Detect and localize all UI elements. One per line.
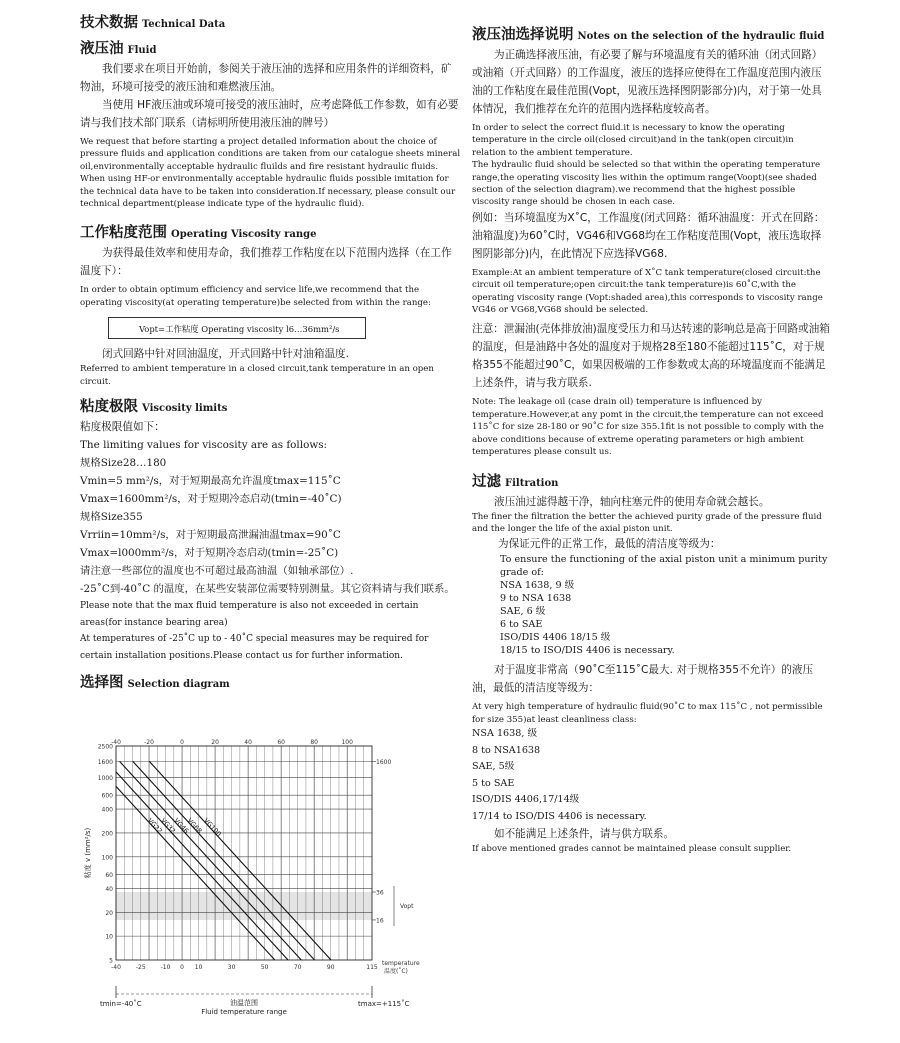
selection-diagram-heading: 选择图 Selection diagram (80, 675, 230, 692)
filtration-paragraph-2: 为保证元件的正常工作，最低的清洁度等级为： (498, 538, 721, 551)
limit-line: Vmax=l000mm²/s，对于短期冷态启动(tmin=-25˚C) (80, 547, 339, 560)
series-label: VG22 (145, 816, 164, 836)
right-column (472, 24, 830, 856)
limit-line: Vrriin=10mm²/s，对于短期最高泄漏油温tmax=90˚C (80, 529, 341, 542)
limit-line: Vmin=5 mm²/s，对于短期最高允许温度tmax=115˚C (80, 475, 341, 488)
technical-data-title: 技术数据 Technical Data (80, 15, 226, 31)
y-tick-label: 60 (105, 871, 113, 879)
series-label: VG68 (185, 816, 204, 836)
leakage-note: 注意：泄漏油(壳体排放油)温度受压力和马达转速的影响总是高于回路或油箱的温度，但是油路中各处的温度对于规格28至180不能超过115˚C，对于规格355不能超过90˚C，如果因极端的工作参数或太高的环境温度而不能满足上述条件，请与我方联系. (472, 323, 830, 390)
x-tick-label: -25 (135, 964, 146, 971)
limit-line: 请注意一些部位的温度也不可超过最高油温（如轴承部位）. (80, 565, 354, 578)
filtration-paragraph-2-en: To ensure the functioning of the axial piston unit a minimum purity grade of: (500, 554, 828, 579)
example-paragraph-en: Example:At an ambient temperature of X˚C tank temperature(closed circuit:the circuit oil temperature;open circuit:the tank temperature)is 60˚C,with the operating viscosity range (Vopt:shaded area),this corresponds to viscosity range VG46 or VG68,VG68 should be selected. (472, 267, 823, 316)
viscosity-range-note: 闭式回路中针对回油温度，开式回路中针对油箱温度. (102, 348, 350, 361)
fluid-paragraph-2: 当使用 HF液压油或环境可接受的液压油时，应考虑降低工作参数，如有必要请与我们技术部门联系（请标明所使用液压油的牌号） (80, 99, 459, 129)
purity-item: 18/15 to ISO/DIS 4406 is necessary. (500, 645, 675, 657)
series-line (116, 772, 288, 960)
y-axis-label: 粘度 v (mm²/s) (84, 827, 92, 879)
top-tick-label: 100 (341, 739, 353, 746)
x-unit-label: 温度(˚C) (384, 968, 408, 975)
vopt-box: Vopt=工作粘度 Operating viscosity l6…36mm²/s (108, 317, 366, 339)
series-label: VG46 (172, 816, 191, 836)
filtration-paragraph-1: 液压油过滤得越干净，轴向柱塞元件的使用寿命就会越长。 (494, 495, 770, 508)
x-unit-label: temperature (382, 960, 420, 967)
filtration-paragraph-3-en: At very high temperature of hydraulic fluid(90˚C to max 115˚C , not permissible for size 355)at least cleanliness class: (472, 702, 823, 725)
limit-line: 规格Size355 (80, 511, 143, 524)
y-tick-label: 400 (101, 806, 113, 814)
purity-item-high: NSA 1638, 级 (472, 728, 538, 740)
y-tick-label: 100 (101, 854, 113, 862)
x-tick-label: -10 (160, 964, 171, 971)
series-label: VG100 (202, 816, 223, 839)
x-tick-label: 10 (194, 964, 203, 971)
y-tick-label: 600 (101, 792, 113, 800)
purity-item: 9 to NSA 1638 (500, 593, 572, 605)
right-tick-label: 16 (376, 917, 384, 925)
filtration-paragraph-1-en: The finer the filtration the better the achieved purity grade of the pressure fluid and the longer the life of the axial piston unit. (472, 511, 822, 534)
purity-item: 6 to SAE (500, 619, 543, 631)
purity-item: ISO/DIS 4406 18/15 级 (500, 632, 611, 644)
fluid-paragraph-1: 我们要求在项目开始前，参阅关于液压油的选择和应用条件的详细资料，矿物油，环境可接受的液压油和难燃液压油。 (80, 63, 452, 93)
limits-note-en: At temperatures of -25˚C up to - 40˚C special measures may be required for certain installation positions.Please contact us for further information. (80, 634, 429, 661)
right-tick-label: 36 (376, 889, 384, 897)
limit-line: -25˚C到-40˚C 的温度，在某些安装部位需要特别测量。其它资料请与我们联系。 (80, 583, 455, 596)
selection-notes-heading: 液压油选择说明 Notes on the selection of the hydraulic fluid (472, 27, 825, 43)
selection-paragraph: 为正确选择液压油，有必要了解与环境温度有关的循环油（闭式回路）或油箱（开式回路）的工作温度，液压的选择应使得在工作温度范围内液压油的工作粘度在最佳范围(Vopt，见液压选择图阴影部分)内，对于第一处具体情况，我们推荐在允许的范围内选择粘度较高者。 (472, 49, 823, 115)
purity-item: SAE, 6 级 (500, 606, 546, 618)
y-tick-label: 1600 (97, 758, 113, 766)
x-tick-label: 50 (260, 964, 269, 971)
top-tick-label: 40 (244, 739, 252, 746)
purity-item-high: 8 to NSA1638 (472, 744, 541, 756)
purity-item-high: 5 to SAE (472, 777, 515, 789)
series-line (149, 761, 331, 960)
filtration-paragraph-3: 对于温度非常高（90˚C至115˚C最大. 对于规格355不允许）的液压油，最低的清洁度等级为： (472, 664, 814, 695)
purity-item-high: SAE, 5级 (472, 761, 515, 773)
x-axis-label-en: Fluid temperature range (201, 1008, 287, 1016)
x-tick-label: -40 (111, 964, 121, 971)
fluid-heading: 液压油 Fluid (80, 41, 157, 57)
selection-paragraph-en-1: In order to select the correct fluid.it is necessary to know the operating temperature in the circle oil(closed circuit)and in the tank(open circuit)in relation to the ambient temperature. (472, 123, 794, 158)
leakage-note-en: Note: The leakage oil (case drain oil) temperature is influenced by temperature.However,at any pomt in the circuit,the temperature can not exceed 115˚C for size 28-180 or 90˚C for size 355.1fit is not possible to comply with the above conditions because of extreme operating parameters or high ambient temperatures please consult us. (472, 397, 824, 458)
viscosity-range-paragraph-en: In order to obtain optimum efficiency and service life,we recommend that the operating viscosity(at operating temperature)be selected from within the range: (80, 285, 431, 308)
limits-note-en: Please note that the max fluid temperature is also not exceeded in certain areas(for instance bearing area) (80, 601, 419, 628)
top-tick-label: 20 (211, 739, 219, 746)
x-axis-label-zh: 油温范围 (230, 999, 258, 1007)
filtration-paragraph-4-en: If above mentioned grades cannot be maintained please consult supplier. (472, 844, 792, 855)
x-tick-label: 90 (326, 964, 335, 971)
tmax-label: tmax=+115˚C (358, 1000, 410, 1008)
fluid-paragraph-en: We request that before starting a project detailed information about the choice of pressure fluids and application conditions are taken from our catalogue sheets mineral oil,environmentally acceptable hydraulic fluilds and fire resistant hydraulic fluids. When using HF-or environmentally acceptable hydraulic fluids possible imitation for the technical data have to be taken into consideration.If necessary, please consult our technical department(please indicate type of the hydraulic fluid). (80, 137, 461, 210)
vopt-label: Vopt (400, 902, 414, 910)
tmin-label: tmin=-40˚C (100, 1000, 142, 1008)
x-tick-label: 115 (366, 964, 378, 971)
series-label: VG32 (159, 816, 178, 836)
y-tick-label: 10 (105, 933, 113, 941)
filtration-heading: 过滤 Filtration (472, 473, 559, 490)
viscosity-limits-intro: 粘度极限值如下： (80, 421, 165, 434)
purity-item-high: 17/14 to ISO/DIS 4406 is necessary. (472, 810, 647, 822)
vopt-band (116, 892, 372, 920)
purity-item-high: ISO/DIS 4406,17/14级 (472, 794, 580, 806)
top-tick-label: -20 (144, 739, 154, 746)
y-tick-label: 5 (109, 957, 113, 965)
top-tick-label: 80 (310, 739, 319, 746)
viscosity-limits-intro-en: The limiting values for viscosity are as follows: (80, 439, 328, 452)
viscosity-range-note-en: Referred to ambient temperature in a closed circuit,tank temperature in an open circuit. (80, 364, 434, 387)
y-tick-label: 20 (105, 909, 113, 917)
series-line (120, 761, 302, 960)
y-tick-label: 2500 (97, 743, 113, 751)
top-tick-label: 0 (180, 739, 184, 746)
y-tick-label: 1000 (97, 775, 113, 783)
limit-line: Vmax=1600mm²/s，对于短期冷态启动(tmin=-40˚C) (80, 493, 342, 506)
filtration-paragraph-4: 如不能满足上述条件，请与供方联系。 (494, 828, 675, 841)
selection-diagram-chart (80, 734, 460, 1034)
purity-item: NSA 1638, 9 级 (500, 580, 575, 592)
y-tick-label: 40 (105, 885, 113, 893)
viscosity-range-paragraph: 为获得最佳效率和使用寿命，我们推荐工作粘度在以下范围内选择（在工作温度下）： (80, 247, 452, 278)
selection-paragraph-en-2: The hydraulic fluid should be selected so that within the operating temperature range,the operating viscosity lies within the optimum range(Voopt)(see shaded section of the selection diagram).we recommend that the highest possible viscosity range should be chosen in each case. (472, 160, 821, 208)
viscosity-limits-heading: 粘度极限 Viscosity limits (80, 399, 228, 416)
top-tick-label: -40 (111, 739, 121, 746)
example-paragraph: 例如：当环境温度为X˚C，工作温度(闭式回路：循环油温度：开式在回路：油箱温度)为60˚C时，VG46和VG68均在工作粘度范围(Vopt，液压选取择图阴影部分)内，在此情况下应选择VG68. (472, 211, 825, 260)
top-tick-label: 60 (277, 739, 285, 746)
y-tick-label: 200 (101, 830, 113, 838)
left-column (80, 12, 462, 694)
x-tick-label: 30 (227, 964, 236, 971)
viscosity-range-heading: 工作粘度范围 Operating Viscosity range (80, 225, 317, 242)
series-line (133, 761, 315, 960)
plot-frame (116, 746, 372, 960)
right-tick-label: 1600 (376, 758, 392, 766)
limit-line: 规格Size28…180 (80, 457, 167, 470)
x-tick-label: 70 (293, 964, 302, 971)
x-tick-label: 0 (180, 964, 184, 971)
